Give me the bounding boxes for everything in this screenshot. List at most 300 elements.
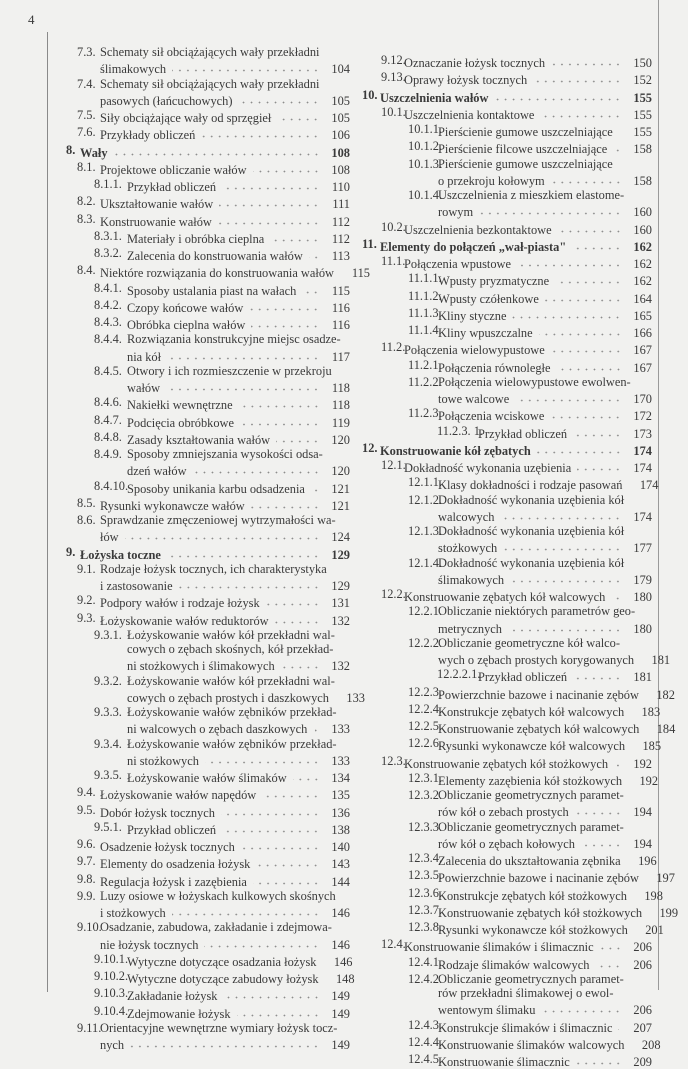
toc-entry[interactable] <box>356 323 652 340</box>
entry-page-number: 162 <box>633 274 652 289</box>
dot-leader <box>572 237 622 251</box>
entry-title-text: nie łożysk tocznych <box>100 937 199 952</box>
toc-entry[interactable] <box>48 160 350 177</box>
entry-page-number: 165 <box>633 308 652 323</box>
dot-leader <box>238 91 320 105</box>
entry-number: 10.1.4. <box>408 188 443 202</box>
entry-page-number: 174 <box>633 443 652 458</box>
toc-entry[interactable] <box>356 271 652 288</box>
dot-leader <box>167 347 320 361</box>
dot-leader <box>201 125 320 139</box>
entry-title <box>356 406 652 423</box>
toc-entry[interactable] <box>48 889 350 921</box>
toc-entry[interactable] <box>48 872 350 889</box>
entry-title-line-last <box>80 143 350 160</box>
dot-leader <box>551 340 622 354</box>
dot-leader <box>540 105 622 119</box>
entry-page-number: 184 <box>656 722 676 736</box>
dot-leader <box>166 378 320 392</box>
entry-number: 9.3.1. <box>94 627 122 642</box>
toc-entry[interactable] <box>356 604 652 636</box>
toc-entry[interactable] <box>356 902 679 920</box>
entry-page-number: 174 <box>633 509 652 524</box>
entry-page-number: 206 <box>633 940 652 955</box>
entry-title-text: metrycznych <box>438 621 502 636</box>
toc-entry[interactable] <box>48 593 350 610</box>
entry-title-line-last <box>100 194 350 211</box>
dot-leader <box>222 177 320 191</box>
entry-page-number: 140 <box>331 840 350 854</box>
entry-title <box>356 556 652 588</box>
entry-title-line: rów przekładni ślimakowej o ewol- <box>438 986 614 1000</box>
entry-page-number: 179 <box>633 572 652 587</box>
toc-entry[interactable] <box>356 139 652 156</box>
entry-title-line-last <box>438 538 652 555</box>
toc-entry[interactable] <box>48 479 350 496</box>
toc-entry[interactable] <box>356 770 659 788</box>
entry-number: 8.4.4. <box>94 332 122 347</box>
entry-title-line-last <box>127 768 350 785</box>
entry-page-number: 181 <box>633 670 652 685</box>
toc-entry[interactable] <box>48 1021 350 1053</box>
toc-entry[interactable] <box>356 920 664 937</box>
entry-number: 8.4.10. <box>94 478 129 493</box>
toc-entry[interactable] <box>48 986 350 1003</box>
entry-title-text: i zastosowanie <box>100 579 173 593</box>
toc-entry[interactable] <box>48 611 350 628</box>
dot-leader <box>573 667 622 681</box>
toc-entry[interactable] <box>356 937 652 954</box>
entry-title-line: Rozwiązania konstrukcyjne miejsc osadze- <box>127 332 341 347</box>
entry-page-number: 192 <box>639 773 659 788</box>
entry-title-line-last <box>438 570 652 587</box>
toc-column-right <box>356 53 679 1069</box>
toc-entry[interactable] <box>48 315 350 332</box>
toc-entry[interactable] <box>356 851 657 868</box>
entry-title-line: Dokładność wykonania uzębienia kół <box>438 524 625 538</box>
entry-number: 8.2. <box>77 194 96 209</box>
toc-entry[interactable] <box>356 424 652 441</box>
entry-title-text: Konstruowanie zębatych kół stożkowych <box>438 905 643 920</box>
entry-page-number: 108 <box>331 145 350 160</box>
entry-number: 11.2.1. <box>408 357 442 372</box>
entry-title-text: Konstruowanie zębatych kół walcowych <box>438 722 640 736</box>
toc-entry[interactable] <box>48 673 365 706</box>
toc-entry[interactable] <box>48 837 350 854</box>
entry-title <box>356 667 652 684</box>
entry-title <box>356 424 652 441</box>
toc-column-left <box>48 45 370 1052</box>
dot-leader <box>577 458 622 472</box>
entry-title <box>356 289 652 306</box>
entry-title <box>356 122 652 139</box>
entry-title <box>356 157 652 189</box>
entry-title-line-last <box>127 378 350 395</box>
entry-page-number: 192 <box>633 756 652 771</box>
toc-entry[interactable] <box>48 737 350 769</box>
toc-entry[interactable] <box>356 955 652 972</box>
entry-title-line-last <box>100 527 350 544</box>
entry-page-number: 105 <box>331 93 350 108</box>
entry-number: 12.3.8. <box>408 920 443 934</box>
toc-entry[interactable] <box>356 358 652 375</box>
entry-title-text: Konstrukcje zębatych kół stożkowych <box>438 888 627 903</box>
toc-entry[interactable] <box>356 1052 652 1069</box>
entry-title-text: Elementy zazębienia kół stożkowych <box>438 773 623 788</box>
entry-page-number: 167 <box>633 343 652 358</box>
dot-leader <box>293 768 320 782</box>
entry-title <box>356 719 676 736</box>
toc-entry[interactable] <box>356 188 652 220</box>
toc-entry[interactable] <box>48 246 350 263</box>
toc-entry[interactable] <box>356 70 652 87</box>
entry-page-number: 136 <box>331 805 350 820</box>
entry-title-line: Łożyskowanie wałów zębników przekład- <box>127 736 337 751</box>
toc-entry[interactable] <box>48 920 350 952</box>
entry-title-text: Dokładność wykonania uzębienia <box>404 461 572 475</box>
entry-number: 9.5. <box>77 802 96 817</box>
dot-leader <box>302 281 320 295</box>
entry-title-line-last <box>380 237 652 254</box>
entry-title-line-last <box>127 298 350 315</box>
toc-entry[interactable] <box>356 788 652 820</box>
entry-title-line-last <box>404 340 652 357</box>
toc-entry[interactable] <box>356 885 663 903</box>
entry-title-text: Osadzenie łożysk tocznych <box>100 840 235 854</box>
entry-title-line-last <box>438 1052 652 1069</box>
entry-number: 11.2. <box>381 340 406 355</box>
entry-title-text: Sposoby ustalania piast na wałach <box>127 283 297 298</box>
entry-title-text: Łożyskowanie wałów napędów <box>100 788 257 803</box>
entry-title-text: Przykład obliczeń <box>127 822 217 837</box>
entry-title-text: Zdejmowanie łożysk <box>127 1006 231 1021</box>
entry-title-line-last <box>438 955 652 972</box>
toc-entry[interactable] <box>356 684 675 702</box>
entry-page-number: 149 <box>331 1038 350 1052</box>
entry-page-number: 133 <box>331 722 350 737</box>
entry-title-text: Elementy do połączeń „wał-piasta" <box>380 239 567 254</box>
entry-title-line: Rodzaje łożysk tocznych, ich charakterystyka <box>100 561 327 576</box>
entry-page-number: 115 <box>351 266 370 281</box>
entry-page-number: 116 <box>331 318 350 332</box>
entry-title-text: Połączenia równoległe <box>438 360 551 375</box>
toc-entry[interactable] <box>356 475 659 493</box>
dot-leader <box>218 212 320 226</box>
entry-page-number: 155 <box>633 90 652 105</box>
toc-entry[interactable] <box>356 524 652 556</box>
entry-title-line-last <box>404 254 652 271</box>
entry-number: 11.1.3. <box>408 305 442 320</box>
entry-number: 8.4.1. <box>94 280 122 295</box>
toc-entry[interactable] <box>356 254 652 271</box>
entry-page-number: 120 <box>331 432 350 447</box>
entry-title-line-last <box>478 424 652 441</box>
toc-entry[interactable] <box>48 332 350 364</box>
entry-title-line-last <box>80 545 350 562</box>
toc-entry[interactable] <box>356 340 652 357</box>
toc-entry[interactable] <box>356 458 652 475</box>
toc-entry[interactable] <box>356 972 652 1018</box>
dot-leader <box>219 194 320 208</box>
toc-entry[interactable] <box>48 177 350 194</box>
entry-title-line-last <box>404 220 652 237</box>
entry-title-text: Podpory wałów i rodzaje łożysk <box>100 596 260 611</box>
entry-title <box>48 545 350 562</box>
toc-entry[interactable] <box>356 493 652 525</box>
entry-title <box>356 441 652 458</box>
entry-number: 12. <box>362 440 378 455</box>
toc-entry[interactable] <box>48 108 350 125</box>
toc-entry[interactable] <box>48 430 350 447</box>
toc-entry[interactable] <box>48 1004 350 1021</box>
entry-title-text: Połączenia wciskowe <box>438 409 545 424</box>
entry-title <box>356 920 664 937</box>
entry-number: 10.1.1. <box>408 122 443 136</box>
dot-leader <box>281 656 320 670</box>
entry-title-line-last <box>127 347 350 364</box>
toc-entry[interactable] <box>356 1034 661 1052</box>
entry-title-text: Konstruowanie ślimaków walcowych <box>438 1037 625 1052</box>
entry-title-line-last <box>404 53 652 70</box>
toc-entry[interactable] <box>356 587 652 604</box>
toc-entry[interactable] <box>48 768 350 785</box>
entry-title-line-last <box>127 719 350 736</box>
entry-number: 9.3. <box>77 610 96 625</box>
entry-title-line-last <box>438 719 676 736</box>
entry-number: 12.1.4. <box>408 555 443 570</box>
toc-entry[interactable] <box>356 701 661 719</box>
toc-entry[interactable] <box>356 1018 652 1035</box>
dot-leader <box>503 538 622 552</box>
toc-entry[interactable] <box>48 513 350 545</box>
entry-title-line: Obliczanie geometrycznych paramet- <box>438 788 624 802</box>
toc-entry[interactable] <box>48 545 350 562</box>
toc-entry[interactable] <box>48 229 350 246</box>
entry-number: 9.2. <box>77 593 96 608</box>
entry-title-line-last <box>438 834 652 851</box>
entry-page-number: 150 <box>633 56 652 70</box>
toc-entry[interactable] <box>356 754 652 771</box>
dot-leader <box>240 413 320 427</box>
entry-title-text: Łożyskowanie wałów ślimaków <box>127 771 287 785</box>
entry-title <box>356 886 663 903</box>
dot-leader <box>114 143 320 157</box>
toc-entry[interactable] <box>48 212 350 229</box>
toc-entry[interactable] <box>356 53 652 70</box>
entry-title-text: Konstruowanie ślimaków i ślimacznic <box>404 940 594 955</box>
entry-title-text: Wały <box>80 145 108 160</box>
entry-title-line-last <box>438 139 652 156</box>
entry-page-number: 104 <box>331 62 350 77</box>
entry-title-text: ślimakowych <box>100 62 167 77</box>
entry-page-number: 133 <box>331 753 350 768</box>
dot-leader <box>277 108 320 122</box>
entry-title <box>356 702 661 719</box>
entry-page-number: 174 <box>639 478 659 493</box>
toc-entry[interactable] <box>356 375 652 407</box>
toc-entry[interactable] <box>48 820 350 837</box>
toc-entry[interactable] <box>356 441 652 458</box>
entry-number: 11.1.1. <box>408 271 442 286</box>
entry-title-text: Konstruowanie kół zębatych <box>380 443 531 458</box>
entry-title-text: Uszczelnienia bezkontaktowe <box>404 222 552 237</box>
toc-entry[interactable] <box>356 719 676 736</box>
toc-entry[interactable] <box>356 667 652 684</box>
toc-entry[interactable] <box>356 105 652 122</box>
toc-entry[interactable] <box>356 635 671 668</box>
entry-number: 12.4.3. <box>408 1017 443 1032</box>
toc-entry[interactable] <box>48 951 353 969</box>
entry-title-line-last <box>127 688 365 705</box>
entry-title <box>356 88 652 105</box>
entry-number: 12.2.2. <box>408 635 443 650</box>
entry-title <box>48 143 350 160</box>
entry-page-number: 208 <box>641 1037 661 1052</box>
dot-leader <box>251 315 320 329</box>
entry-page-number: 120 <box>331 464 350 479</box>
toc-entry[interactable] <box>48 125 350 142</box>
toc-entry[interactable] <box>48 969 355 986</box>
dot-leader <box>172 59 320 73</box>
entry-title-text: Połączenia wielowypustowe <box>404 343 545 358</box>
dot-leader <box>130 1035 320 1049</box>
entry-title <box>356 375 652 407</box>
entry-page-number: 183 <box>641 704 661 719</box>
toc-entry[interactable] <box>356 556 652 588</box>
dot-leader <box>600 937 622 951</box>
dot-leader <box>539 323 622 337</box>
entry-title-line: Schematy sił obciążających wały przekładni <box>100 76 320 91</box>
toc-entry[interactable] <box>356 88 652 105</box>
frame-rule-right <box>658 0 659 990</box>
entry-title-line-last <box>404 587 652 604</box>
entry-title-text: rowym <box>438 205 474 220</box>
entry-title-text: towe walcowe <box>438 392 510 406</box>
dot-leader <box>611 587 622 601</box>
entry-title-line-last <box>100 160 350 177</box>
entry-title-line-last <box>100 935 350 952</box>
toc-entry[interactable] <box>356 820 652 852</box>
toc-entry[interactable] <box>48 496 350 513</box>
entry-title-line-last <box>380 88 652 105</box>
entry-page-number: 143 <box>331 857 350 872</box>
entry-title-line-last <box>127 229 350 246</box>
entry-title-text: Klasy dokładności i rodzaje pasowań <box>438 478 623 493</box>
toc-entry[interactable] <box>48 447 350 479</box>
entry-title-line-last <box>100 91 350 108</box>
entry-number: 7.4. <box>77 76 96 91</box>
entry-page-number: 138 <box>331 822 350 837</box>
toc-entry[interactable] <box>48 395 350 412</box>
entry-number: 11. <box>362 236 377 251</box>
entry-title <box>356 736 662 754</box>
entry-title-text: Dobór łożysk tocznych <box>100 805 215 820</box>
entry-page-number: 129 <box>331 579 350 593</box>
toc-entry[interactable] <box>48 298 350 315</box>
toc-entry[interactable] <box>48 854 350 871</box>
toc-entry[interactable] <box>48 785 350 802</box>
dot-leader <box>581 834 622 848</box>
entry-title-line-last <box>438 202 652 219</box>
toc-entry[interactable] <box>48 263 370 281</box>
entry-number: 12.2.6. <box>408 736 443 751</box>
dot-leader <box>251 496 320 510</box>
entry-number: 8. <box>66 142 76 157</box>
entry-number: 12.3.3. <box>408 819 443 834</box>
toc-entry[interactable] <box>48 194 350 211</box>
entry-title-line-last <box>438 771 659 788</box>
entry-title <box>356 493 652 525</box>
toc-entry[interactable] <box>48 628 350 674</box>
entry-title-text: Zakładanie łożysk <box>127 989 218 1004</box>
entry-title-text: Kliny styczne <box>438 308 507 323</box>
entry-title-text: Wytyczne dotyczące zabudowy łożysk <box>127 972 319 986</box>
entry-number: 9.6. <box>77 837 96 851</box>
entry-title-text: Projektowe obliczanie wałów <box>100 162 247 177</box>
dot-leader <box>512 306 622 320</box>
toc-entry[interactable] <box>48 77 350 109</box>
dot-leader <box>221 803 320 817</box>
entry-number: 7.6. <box>77 125 96 140</box>
entry-number: 12.1.3. <box>408 524 443 538</box>
entry-number: 9.3.3. <box>94 705 122 719</box>
toc-entry[interactable] <box>48 143 350 160</box>
entry-title-line-last <box>438 685 675 702</box>
toc-entry[interactable] <box>356 406 652 423</box>
dot-leader <box>595 955 622 969</box>
entry-page-number: 182 <box>656 687 675 702</box>
entry-title-line-last <box>380 441 652 458</box>
toc-entry[interactable] <box>356 157 652 189</box>
toc-entry[interactable] <box>356 220 652 237</box>
entry-title-text: Przykłady obliczeń <box>100 128 196 143</box>
entry-title-line-last <box>127 820 350 837</box>
dot-leader <box>256 854 320 868</box>
entry-title-text: cowych o zębach prostych i daszkowych <box>127 690 329 705</box>
entry-title-text: Materiały i obróbka cieplna <box>127 231 265 246</box>
toc-entry[interactable] <box>48 705 350 737</box>
entry-title-line-last <box>438 1018 652 1035</box>
toc-entry[interactable] <box>48 803 350 820</box>
toc-entry[interactable] <box>356 237 652 254</box>
entry-title-text: Czopy końcowe wałów <box>127 300 244 315</box>
entry-title <box>356 771 659 788</box>
toc-entry[interactable] <box>356 306 652 323</box>
entry-page-number: 194 <box>633 805 652 820</box>
entry-page-number: 146 <box>333 954 353 969</box>
toc-entry[interactable] <box>48 413 350 430</box>
entry-number: 8.4.5. <box>94 363 122 378</box>
entry-title-text: Obróbka cieplna wałów <box>127 318 246 332</box>
toc-entry[interactable] <box>48 364 350 396</box>
dot-leader <box>515 389 622 403</box>
toc-entry[interactable] <box>48 562 350 594</box>
toc-entry[interactable] <box>356 122 652 139</box>
toc-entry[interactable] <box>356 289 652 306</box>
toc-entry[interactable] <box>356 868 675 886</box>
entry-number: 11.2.3. 1. <box>437 423 484 438</box>
entry-page-number: 135 <box>331 788 350 803</box>
entry-page-number: 144 <box>331 874 350 889</box>
dot-leader <box>193 461 320 475</box>
entry-title <box>356 604 652 636</box>
entry-page-number: 149 <box>331 1006 350 1021</box>
toc-entry[interactable] <box>48 45 350 77</box>
toc-entry[interactable] <box>356 736 662 754</box>
entry-page-number: 119 <box>331 415 350 430</box>
toc-entry[interactable] <box>48 281 350 298</box>
entry-number: 9.4. <box>77 785 96 800</box>
